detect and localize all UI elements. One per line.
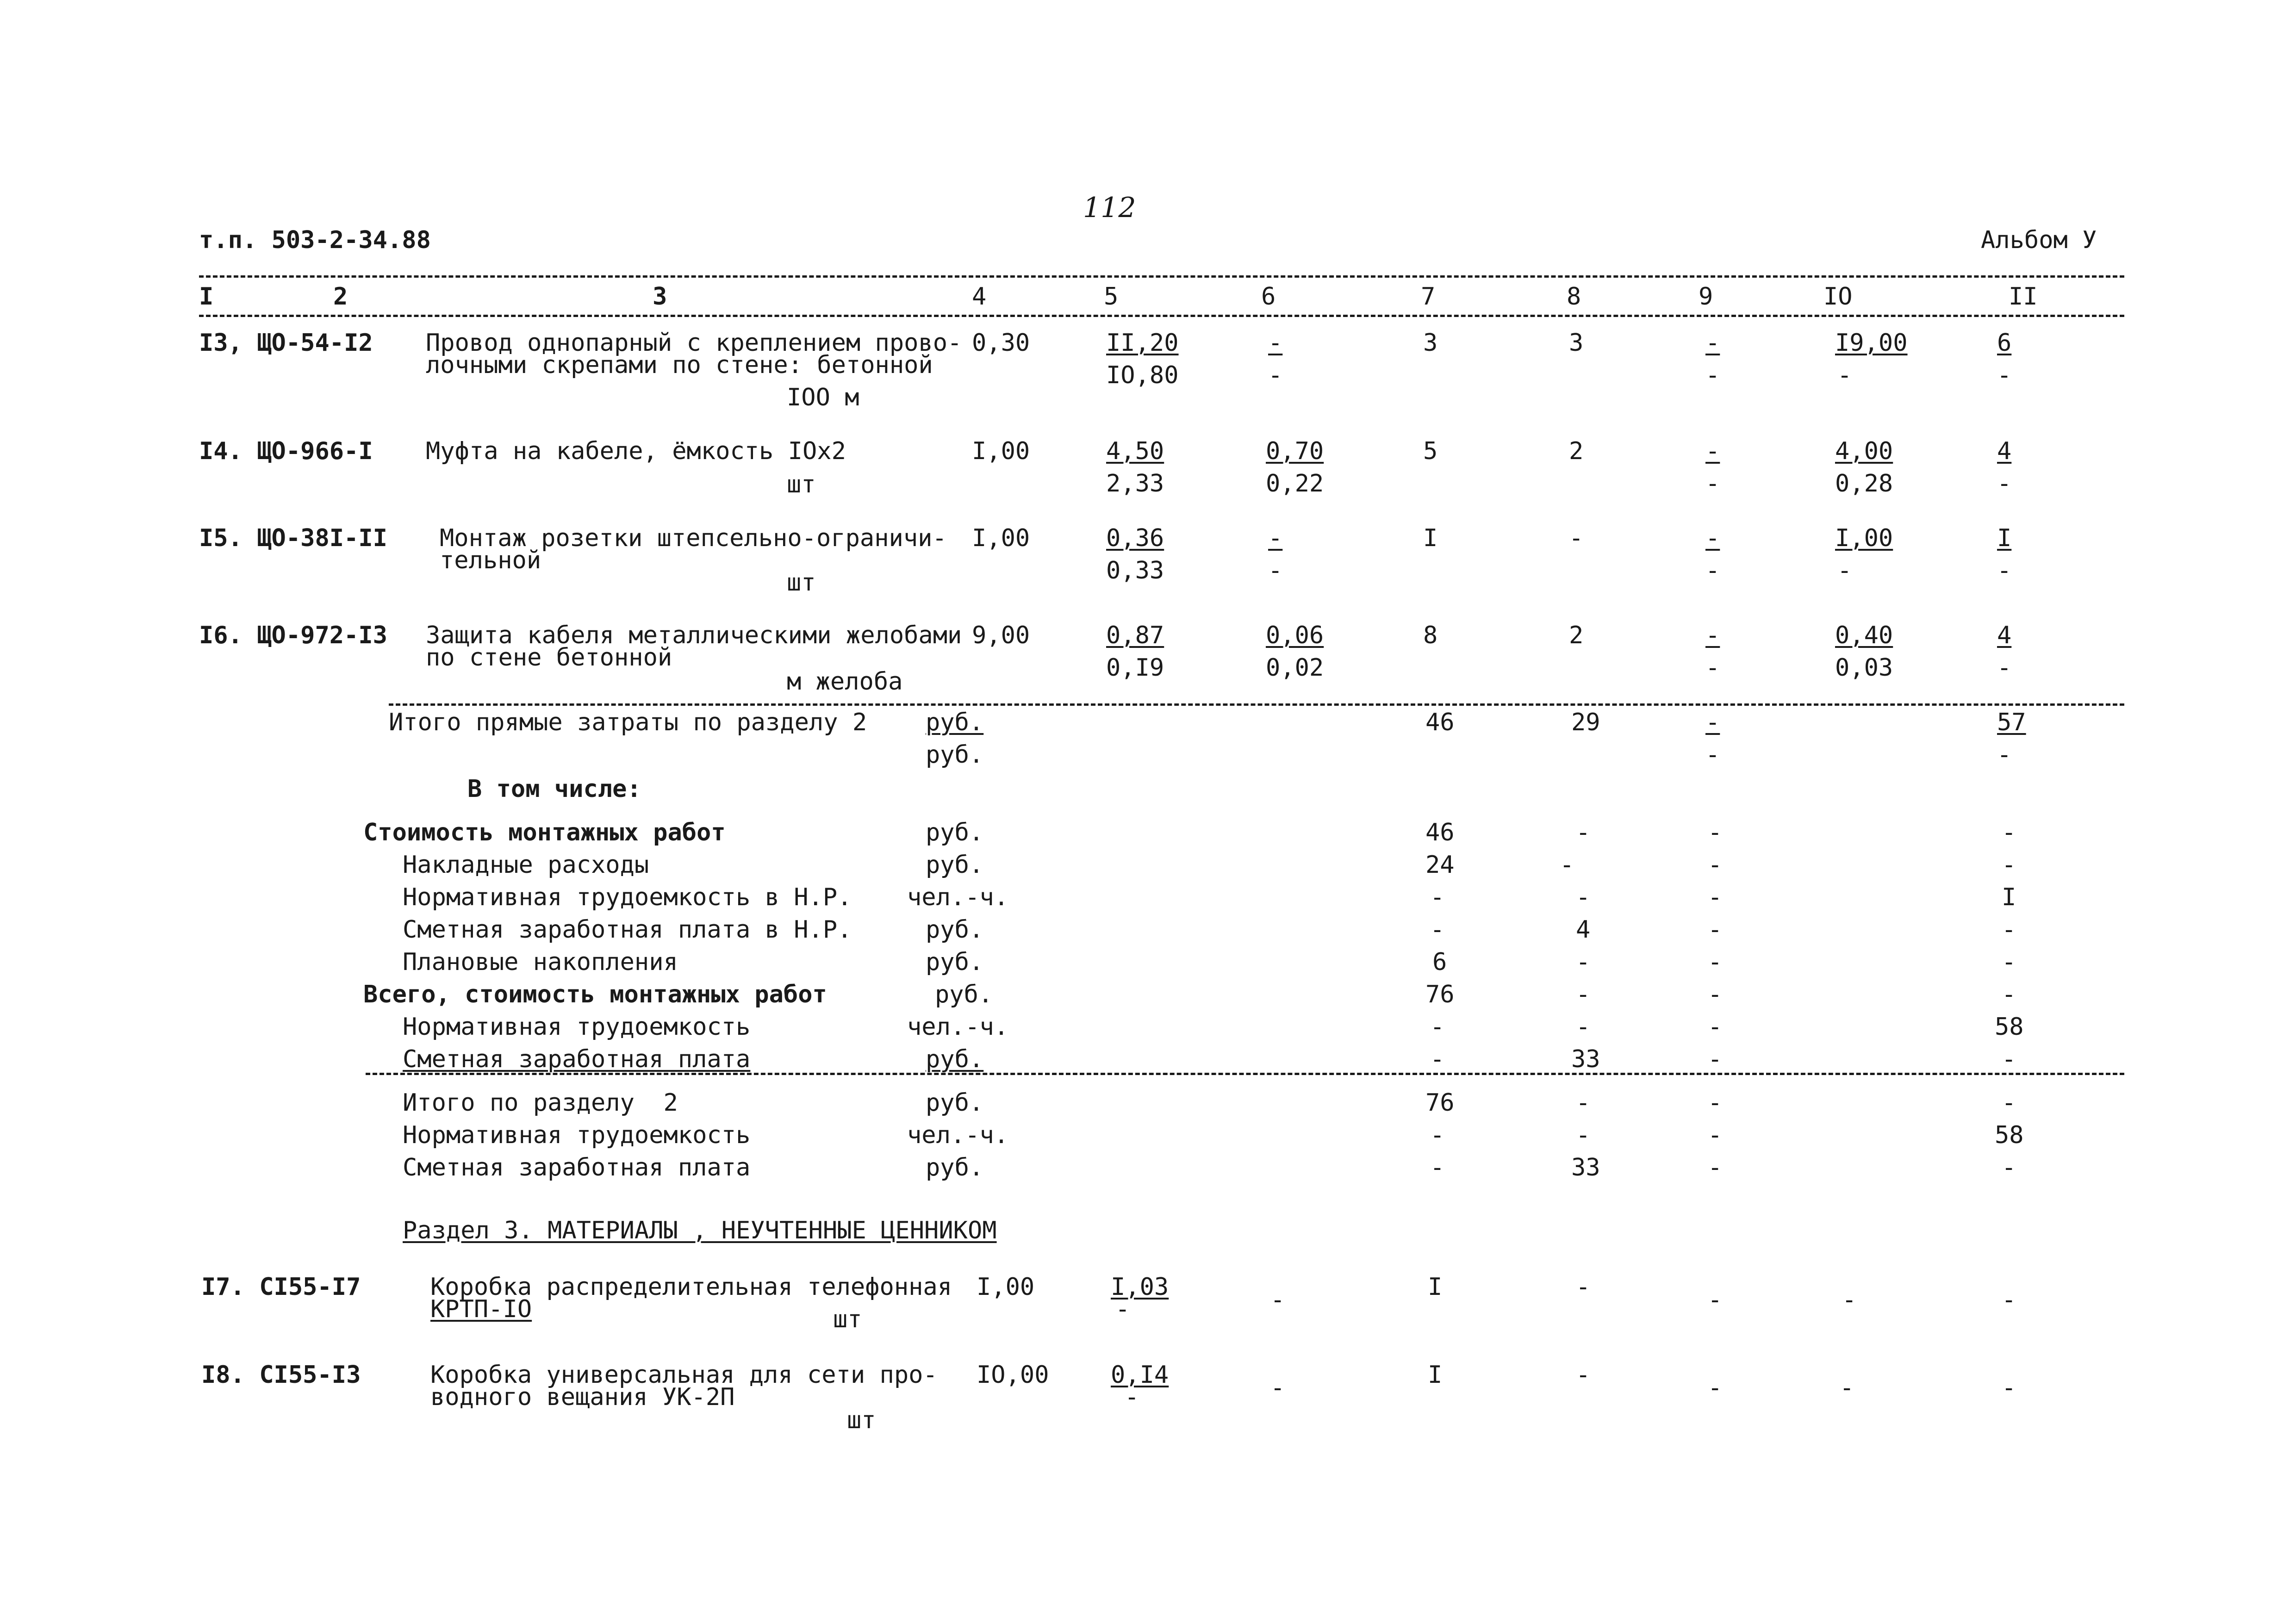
line-label: Нормативная трудоемкость xyxy=(403,1013,751,1041)
cell-8: - xyxy=(1576,1361,1591,1389)
line-c7: - xyxy=(1430,1045,1445,1073)
row-qty: IO,00 xyxy=(977,1361,1049,1389)
cell-7: I xyxy=(1423,524,1438,552)
row-qty: I,00 xyxy=(972,524,1030,552)
row-code: I4. ЩО-966-I xyxy=(199,437,373,465)
cell-9-top: - xyxy=(1705,329,1720,357)
summary-c7: 46 xyxy=(1425,709,1455,736)
row-description: Коробка распределительная телефонная xyxy=(430,1273,952,1301)
line-c8: 4 xyxy=(1576,916,1591,944)
row-code: I6. ЩО-972-I3 xyxy=(199,622,387,649)
line-c7: - xyxy=(1430,1121,1445,1149)
cell-7: I xyxy=(1428,1361,1443,1389)
line-c7: 76 xyxy=(1425,1089,1455,1117)
cell-6: - xyxy=(1270,1374,1285,1402)
line-c11: - xyxy=(2002,1089,2016,1117)
cell-11-bottom: - xyxy=(1997,470,2012,497)
line-c9: - xyxy=(1708,1121,1723,1149)
header-bottom-rule xyxy=(199,315,2124,317)
col-header-10: IO xyxy=(1823,283,1853,311)
line-c9: - xyxy=(1708,1013,1723,1041)
line-c8: - xyxy=(1576,948,1591,976)
row-unit: шт xyxy=(847,1406,876,1434)
cell-9-bottom: - xyxy=(1705,361,1720,389)
row-code: I3, ЩО-54-I2 xyxy=(199,329,373,357)
cell-7: 8 xyxy=(1423,622,1438,649)
line-c11: 58 xyxy=(1995,1013,2024,1041)
cell-9-top: - xyxy=(1705,437,1720,465)
col-header-9: 9 xyxy=(1699,283,1713,311)
line-label: Сметная заработная плата xyxy=(403,1154,751,1181)
row-description-cont: КРТП-IO xyxy=(430,1295,532,1323)
line-unit: руб. xyxy=(926,1089,984,1117)
row-description-cont: лочными скрепами по стене: бетонной xyxy=(426,351,933,379)
line-c8: - xyxy=(1576,883,1591,911)
cell-11-top: I xyxy=(1997,524,2012,552)
cell-9-top: - xyxy=(1705,622,1720,649)
cell-10: - xyxy=(1842,1286,1857,1314)
summary-c11-bottom: - xyxy=(1997,741,2012,769)
cell-10-top: 4,00 xyxy=(1835,437,1893,465)
cell-9-bottom: - xyxy=(1705,557,1720,585)
line-label: Плановые накопления xyxy=(403,948,678,976)
summary-unit-2: руб. xyxy=(926,741,984,769)
summary-c9-top: - xyxy=(1705,709,1720,736)
cell-10-top: I9,00 xyxy=(1835,329,1908,357)
cell-11-bottom: - xyxy=(1997,557,2012,585)
col-header-1: I xyxy=(199,283,214,311)
line-label: Нормативная трудоемкость xyxy=(403,1121,751,1149)
cell-11-top: 4 xyxy=(1997,622,2012,649)
section-rule xyxy=(366,1073,2124,1075)
cell-10-bottom: 0,03 xyxy=(1835,654,1893,682)
row-description: Монтаж розетки штепсельно-ограничи- xyxy=(440,524,947,552)
line-c7: - xyxy=(1430,916,1445,944)
cell-10-top: I,00 xyxy=(1835,524,1893,552)
line-label: Нормативная трудоемкость в Н.Р. xyxy=(403,883,852,911)
summary-c11-top: 57 xyxy=(1997,709,2026,736)
row-description: Защита кабеля металлическими желобами xyxy=(426,622,962,649)
cell-6-top: - xyxy=(1268,329,1283,357)
cell-11-bottom: - xyxy=(1997,654,2012,682)
cell-11: - xyxy=(2002,1374,2016,1402)
line-c11: I xyxy=(2002,883,2016,911)
section-title: Раздел 3. МАТЕРИАЛЫ , НЕУЧТЕННЫЕ ЦЕННИКОМ xyxy=(403,1217,997,1244)
line-c11: - xyxy=(2002,916,2016,944)
line-c7: - xyxy=(1430,883,1445,911)
cell-10: - xyxy=(1840,1374,1854,1402)
col-header-3: 3 xyxy=(653,283,667,311)
including-heading: В том числе: xyxy=(467,775,641,803)
cell-6: - xyxy=(1270,1286,1285,1314)
cell-9-bottom: - xyxy=(1705,470,1720,497)
cell-9: - xyxy=(1708,1374,1723,1402)
row-unit: шт xyxy=(787,569,816,597)
col-header-7: 7 xyxy=(1421,283,1436,311)
album-label: Альбом У xyxy=(1981,226,2097,254)
cell-10-bottom: 0,28 xyxy=(1835,470,1893,497)
cell-11: - xyxy=(2002,1286,2016,1314)
line-c11: - xyxy=(2002,851,2016,879)
cell-6-bottom: 0,22 xyxy=(1266,470,1324,497)
line-label: Сметная заработная плата в Н.Р. xyxy=(403,916,852,944)
cell-5-bottom: 0,I9 xyxy=(1106,654,1164,682)
summary-c9-bottom: - xyxy=(1705,741,1720,769)
row-unit: м желоба xyxy=(787,668,903,696)
col-header-11: II xyxy=(2009,283,2038,311)
line-c9: - xyxy=(1708,1045,1723,1073)
row-qty: 0,30 xyxy=(972,329,1030,357)
line-c8: - xyxy=(1576,1089,1591,1117)
cell-5-bottom: - xyxy=(1125,1383,1139,1411)
line-c7: 24 xyxy=(1425,851,1455,879)
row-code: I7. CI55-I7 xyxy=(201,1273,361,1301)
cell-5-top: 0,36 xyxy=(1106,524,1164,552)
line-c9: - xyxy=(1708,819,1723,846)
line-label: Итого по разделу 2 xyxy=(403,1089,678,1117)
line-label: Стоимость монтажных работ xyxy=(363,819,726,846)
line-c7: 46 xyxy=(1425,819,1455,846)
cell-7: 3 xyxy=(1423,329,1438,357)
cell-8: 2 xyxy=(1569,437,1584,465)
line-c8: - xyxy=(1576,819,1591,846)
cell-9-top: - xyxy=(1705,524,1720,552)
cell-11-bottom: - xyxy=(1997,361,2012,389)
cell-6-top: 0,06 xyxy=(1266,622,1324,649)
row-description: Муфта на кабеле, ёмкость IOx2 xyxy=(426,437,846,465)
page-number: 112 xyxy=(1083,192,1136,224)
line-label: Накладные расходы xyxy=(403,851,649,879)
cell-6-top: - xyxy=(1268,524,1283,552)
line-c9: - xyxy=(1708,851,1723,879)
col-header-8: 8 xyxy=(1567,283,1581,311)
row-description: Коробка универсальная для сети про- xyxy=(430,1361,938,1389)
cell-10-bottom: - xyxy=(1837,361,1852,389)
row-qty: 9,00 xyxy=(972,622,1030,649)
section-rule xyxy=(389,703,2124,706)
line-c7: - xyxy=(1430,1013,1445,1041)
line-c9: - xyxy=(1708,1089,1723,1117)
line-c8: 33 xyxy=(1571,1154,1600,1181)
cell-9-bottom: - xyxy=(1705,654,1720,682)
cell-9: - xyxy=(1708,1286,1723,1314)
cell-10-bottom: - xyxy=(1837,557,1852,585)
cell-8: - xyxy=(1569,524,1584,552)
cell-10-top: 0,40 xyxy=(1835,622,1893,649)
cell-8: 3 xyxy=(1569,329,1584,357)
col-header-6: 6 xyxy=(1261,283,1276,311)
cell-6-top: 0,70 xyxy=(1266,437,1324,465)
line-c7: - xyxy=(1430,1154,1445,1181)
line-unit: руб. xyxy=(926,819,984,846)
col-header-2: 2 xyxy=(333,283,348,311)
line-label: Сметная заработная плата xyxy=(403,1045,751,1073)
row-code: I5. ЩО-38I-II xyxy=(199,524,387,552)
line-c11: 58 xyxy=(1995,1121,2024,1149)
line-unit: чел.-ч. xyxy=(907,1121,1009,1149)
line-c8: - xyxy=(1576,981,1591,1008)
cell-5-top: 4,50 xyxy=(1106,437,1164,465)
col-header-5: 5 xyxy=(1104,283,1119,311)
row-unit: IOO м xyxy=(787,384,859,411)
line-c9: - xyxy=(1708,883,1723,911)
line-c11: - xyxy=(2002,1045,2016,1073)
line-unit: чел.-ч. xyxy=(907,883,1009,911)
cell-5-bottom: IO,80 xyxy=(1106,361,1179,389)
summary-unit: руб. xyxy=(926,709,984,736)
line-c9: - xyxy=(1708,1154,1723,1181)
cell-6-bottom: - xyxy=(1268,361,1283,389)
row-code: I8. CI55-I3 xyxy=(201,1361,361,1389)
cell-5-top: 0,87 xyxy=(1106,622,1164,649)
line-unit: руб. xyxy=(926,851,984,879)
line-c11: - xyxy=(2002,948,2016,976)
line-c9: - xyxy=(1708,916,1723,944)
line-unit: руб. xyxy=(926,1154,984,1181)
summary-c8: 29 xyxy=(1571,709,1600,736)
cell-11-top: 6 xyxy=(1997,329,2012,357)
line-c11: - xyxy=(2002,1154,2016,1181)
line-c9: - xyxy=(1708,948,1723,976)
line-c11: - xyxy=(2002,819,2016,846)
line-unit: руб. xyxy=(935,981,993,1008)
line-c7: 6 xyxy=(1432,948,1447,976)
row-description-cont: водного вещания УК-2П xyxy=(430,1383,735,1411)
cell-5-top: I,03 xyxy=(1111,1273,1169,1301)
cell-5-bottom: - xyxy=(1115,1295,1130,1323)
summary-label: Итого прямые затраты по разделу 2 xyxy=(389,709,867,736)
cell-8: - xyxy=(1576,1273,1591,1301)
cell-11-top: 4 xyxy=(1997,437,2012,465)
line-unit: руб. xyxy=(926,1045,984,1073)
row-description-cont: тельной xyxy=(440,547,541,574)
line-c11: - xyxy=(2002,981,2016,1008)
line-c7: 76 xyxy=(1425,981,1455,1008)
line-unit: руб. xyxy=(926,948,984,976)
line-c9: - xyxy=(1708,981,1723,1008)
line-c8: 33 xyxy=(1571,1045,1600,1073)
cell-5-bottom: 0,33 xyxy=(1106,557,1164,585)
cell-8: 2 xyxy=(1569,622,1584,649)
cell-6-bottom: - xyxy=(1268,557,1283,585)
line-unit: руб. xyxy=(926,916,984,944)
row-description: Провод однопарный с креплением прово- xyxy=(426,329,962,357)
row-description-cont: по стене бетонной xyxy=(426,644,672,672)
header-top-rule xyxy=(199,275,2124,278)
col-header-4: 4 xyxy=(972,283,987,311)
cell-7: 5 xyxy=(1423,437,1438,465)
row-qty: I,00 xyxy=(972,437,1030,465)
line-label: Всего, стоимость монтажных работ xyxy=(363,981,827,1008)
row-unit: шт xyxy=(787,471,816,498)
line-c8: - xyxy=(1576,1013,1591,1041)
cell-7: I xyxy=(1428,1273,1443,1301)
line-c8: - xyxy=(1576,1121,1591,1149)
doc-code: т.п. 503-2-34.88 xyxy=(199,226,431,254)
row-qty: I,00 xyxy=(977,1273,1035,1301)
cell-5-top: 0,I4 xyxy=(1111,1361,1169,1389)
line-c8: - xyxy=(1560,851,1574,879)
cell-6-bottom: 0,02 xyxy=(1266,654,1324,682)
cell-5-bottom: 2,33 xyxy=(1106,470,1164,497)
line-unit: чел.-ч. xyxy=(907,1013,1009,1041)
row-unit: шт xyxy=(833,1306,862,1333)
cell-5-top: II,20 xyxy=(1106,329,1179,357)
